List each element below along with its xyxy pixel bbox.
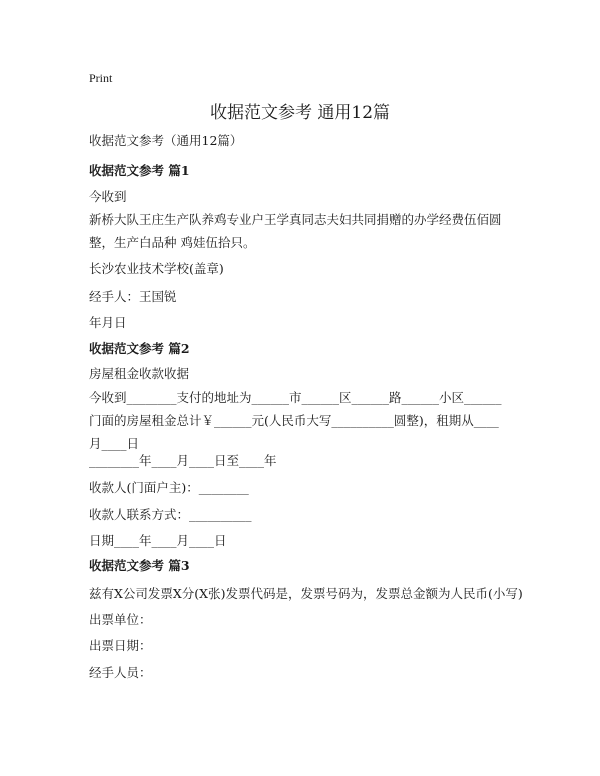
paragraph: 经手人员： — [89, 665, 152, 680]
paragraph: 出票日期： — [89, 638, 152, 653]
section-heading-2: 收据范文参考 篇2 — [89, 341, 190, 356]
paragraph: 兹有X公司发票X分(X张)发票代码是，发票号码为，发票总金额为人民币(小写) — [89, 586, 523, 601]
paragraph: 房屋租金收款收据 — [89, 366, 190, 381]
paragraph: 日期____年____月____日 — [89, 533, 227, 548]
page-title: 收据范文参考 通用12篇 — [209, 103, 391, 123]
paragraph: 长沙农业技术学校(盖章) — [89, 261, 224, 276]
paragraph: 新桥大队王庄生产队养鸡专业户王学真同志夫妇共同捐赠的办学经费伍佰圆整，生产白品种 鸡娃伍拾只。 — [89, 212, 502, 250]
paragraph: 出票单位： — [89, 612, 152, 627]
paragraph: 经手人：王国锐 — [89, 289, 177, 304]
paragraph: 今收到________支付的地址为______市______区______路______小区______门面的房屋租金总计￥______元(人民币大写__________圆整)，租期从____月____日 — [89, 390, 502, 451]
section-heading-3: 收据范文参考 篇3 — [89, 558, 190, 573]
paragraph: ________年____月____日至____年 — [89, 453, 277, 468]
paragraph: 收款人联系方式：__________ — [89, 507, 252, 522]
section-heading-1: 收据范文参考 篇1 — [89, 163, 190, 178]
paragraph: 今收到 — [89, 189, 127, 204]
subtitle: 收据范文参考（通用12篇） — [89, 133, 243, 148]
paragraph: 年月日 — [89, 315, 127, 330]
paragraph: 收款人(门面户主)：________ — [89, 480, 249, 495]
print-label: Print — [89, 71, 113, 85]
